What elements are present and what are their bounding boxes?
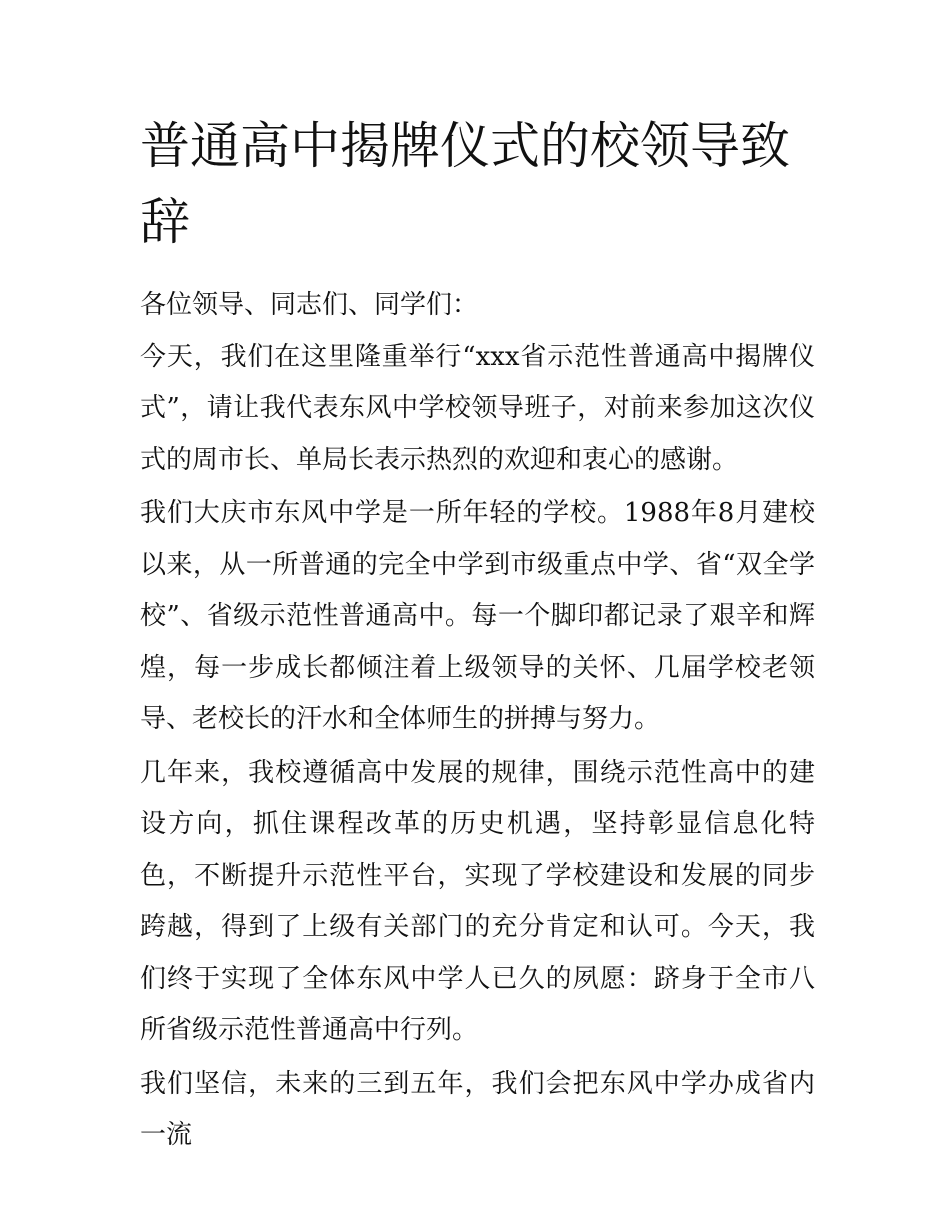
- greeting-line: 各位领导、同志们、同学们：: [140, 290, 479, 320]
- paragraph-school-history: 我们大庆市东风中学是一所年轻的学校。1988年8月建校以来，从一所普通的完全中学到市级重点中学、省“双全学校”、省级示范性普通高中。每一个脚印都记录了艰辛和辉煌，每一步成长都倾注着上级领导的关怀、几届学校老领导、老校长的汗水和全体师生的拼搏与努力。: [140, 498, 815, 734]
- paragraph-achievements: 几年来，我校遵循高中发展的规律，围绕示范性高中的建设方向，抓住课程改革的历史机遇，坚持彰显信息化特色，不断提升示范性平台，实现了学校建设和发展的同步跨越，得到了上级有关部门的充分肯定和认可。今天，我们终于实现了全体东风中学人已久的夙愿：跻身于全市八所省级示范性普通高中行列。: [140, 757, 815, 1045]
- paragraph-opening: 今天，我们在这里隆重举行“xxx省示范性普通高中揭牌仪式”，请让我代表东风中学校领导班子，对前来参加这次仪式的周市长、单局长表示热烈的欢迎和衷心的感谢。: [140, 341, 815, 475]
- document-body: [140, 108, 815, 1162]
- paragraph-future: 我们坚信，未来的三到五年，我们会把东风中学办成省内一流: [140, 1068, 815, 1150]
- document-title: 普通高中揭牌仪式的校领导致辞: [140, 117, 790, 251]
